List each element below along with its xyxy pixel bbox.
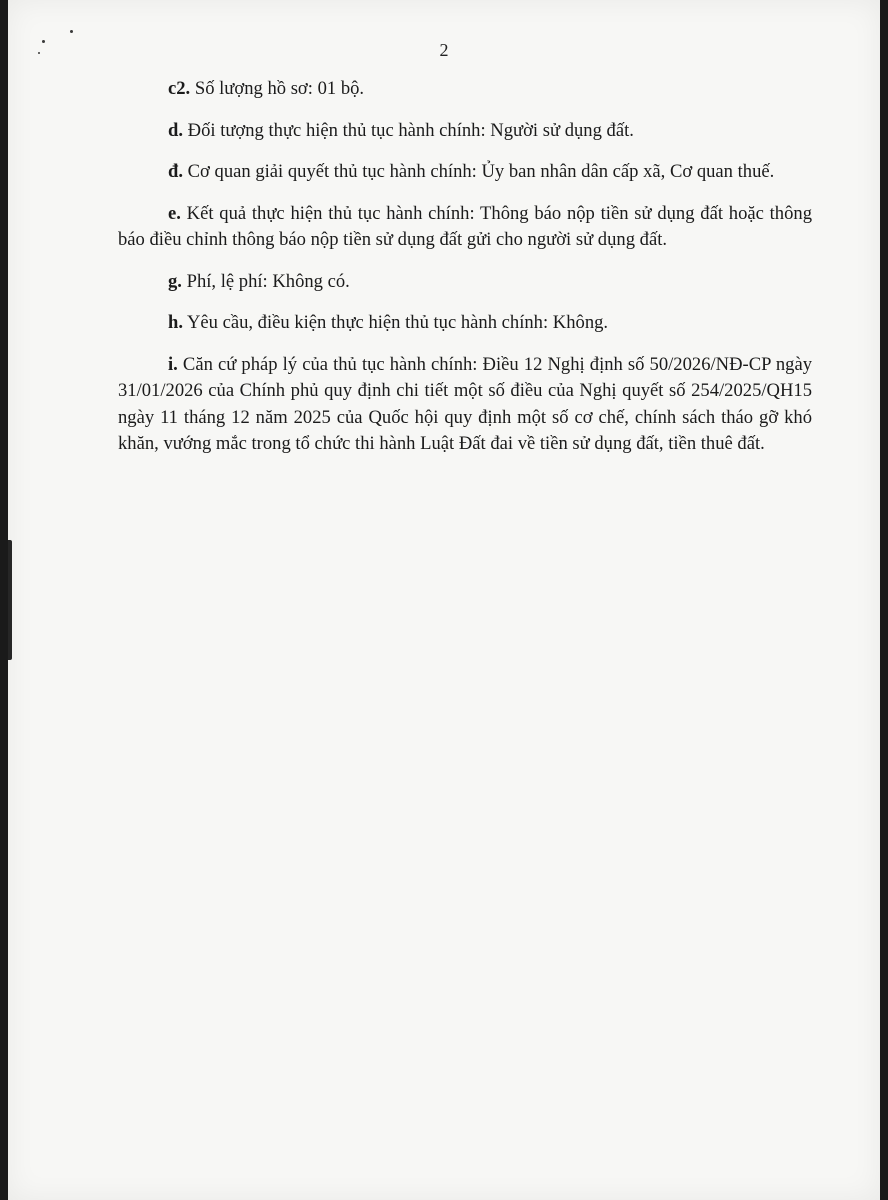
paragraph-e [118,201,812,254]
item-text: Số lượng hồ sơ: 01 bộ. [190,78,365,99]
paragraph-c2 [118,76,812,103]
item-text: Căn cứ pháp lý của thủ tục hành chính: Điều 12 Nghị định số 50/2026/NĐ-CP ngày 31/01/2026 của Chính phủ quy định chi tiết một số điều của Nghị quyết số 254/2025/QH15 ngày 11 tháng 12 năm 2025 của Quốc hội quy định một số cơ chế, chính sách tháo gỡ khó khăn, vướng mắc trong tổ chức thi hành Luật Đất đai về tiền sử dụng đất, tiền thuê đất. [118,353,812,454]
item-label: c2. [168,78,191,99]
item-text: Phí, lệ phí: Không có. [181,270,350,292]
item-label: d. [168,119,183,141]
item-label: g. [168,270,182,292]
paragraph-i [118,352,812,458]
item-text: Đối tượng thực hiện thủ tục hành chính: Người sử dụng đất. [183,119,634,141]
item-label: đ. [168,161,183,182]
document-page [8,0,880,1200]
item-text: Cơ quan giải quyết thủ tục hành chính: Ủy ban nhân dân cấp xã, Cơ quan thuế. [183,161,775,182]
item-text: Yêu cầu, điều kiện thực hiện thủ tục hành chính: Không. [183,312,609,333]
page-edge-shadow [8,540,12,660]
paragraph-g [118,269,812,296]
paragraph-d [118,118,812,145]
item-label: h. [168,312,183,333]
paragraph-dd [118,159,812,186]
item-text: Kết quả thực hiện thủ tục hành chính: Thông báo nộp tiền sử dụng đất hoặc thông báo điều chỉnh thông báo nộp tiền sử dụng đất gửi cho người sử dụng đất. [118,202,812,250]
scan-speck [70,30,73,33]
item-label: i. [168,353,178,375]
item-label: e. [168,202,181,224]
paragraph-h [118,310,812,337]
page-number: 2 [439,40,449,60]
document-body [118,76,812,473]
